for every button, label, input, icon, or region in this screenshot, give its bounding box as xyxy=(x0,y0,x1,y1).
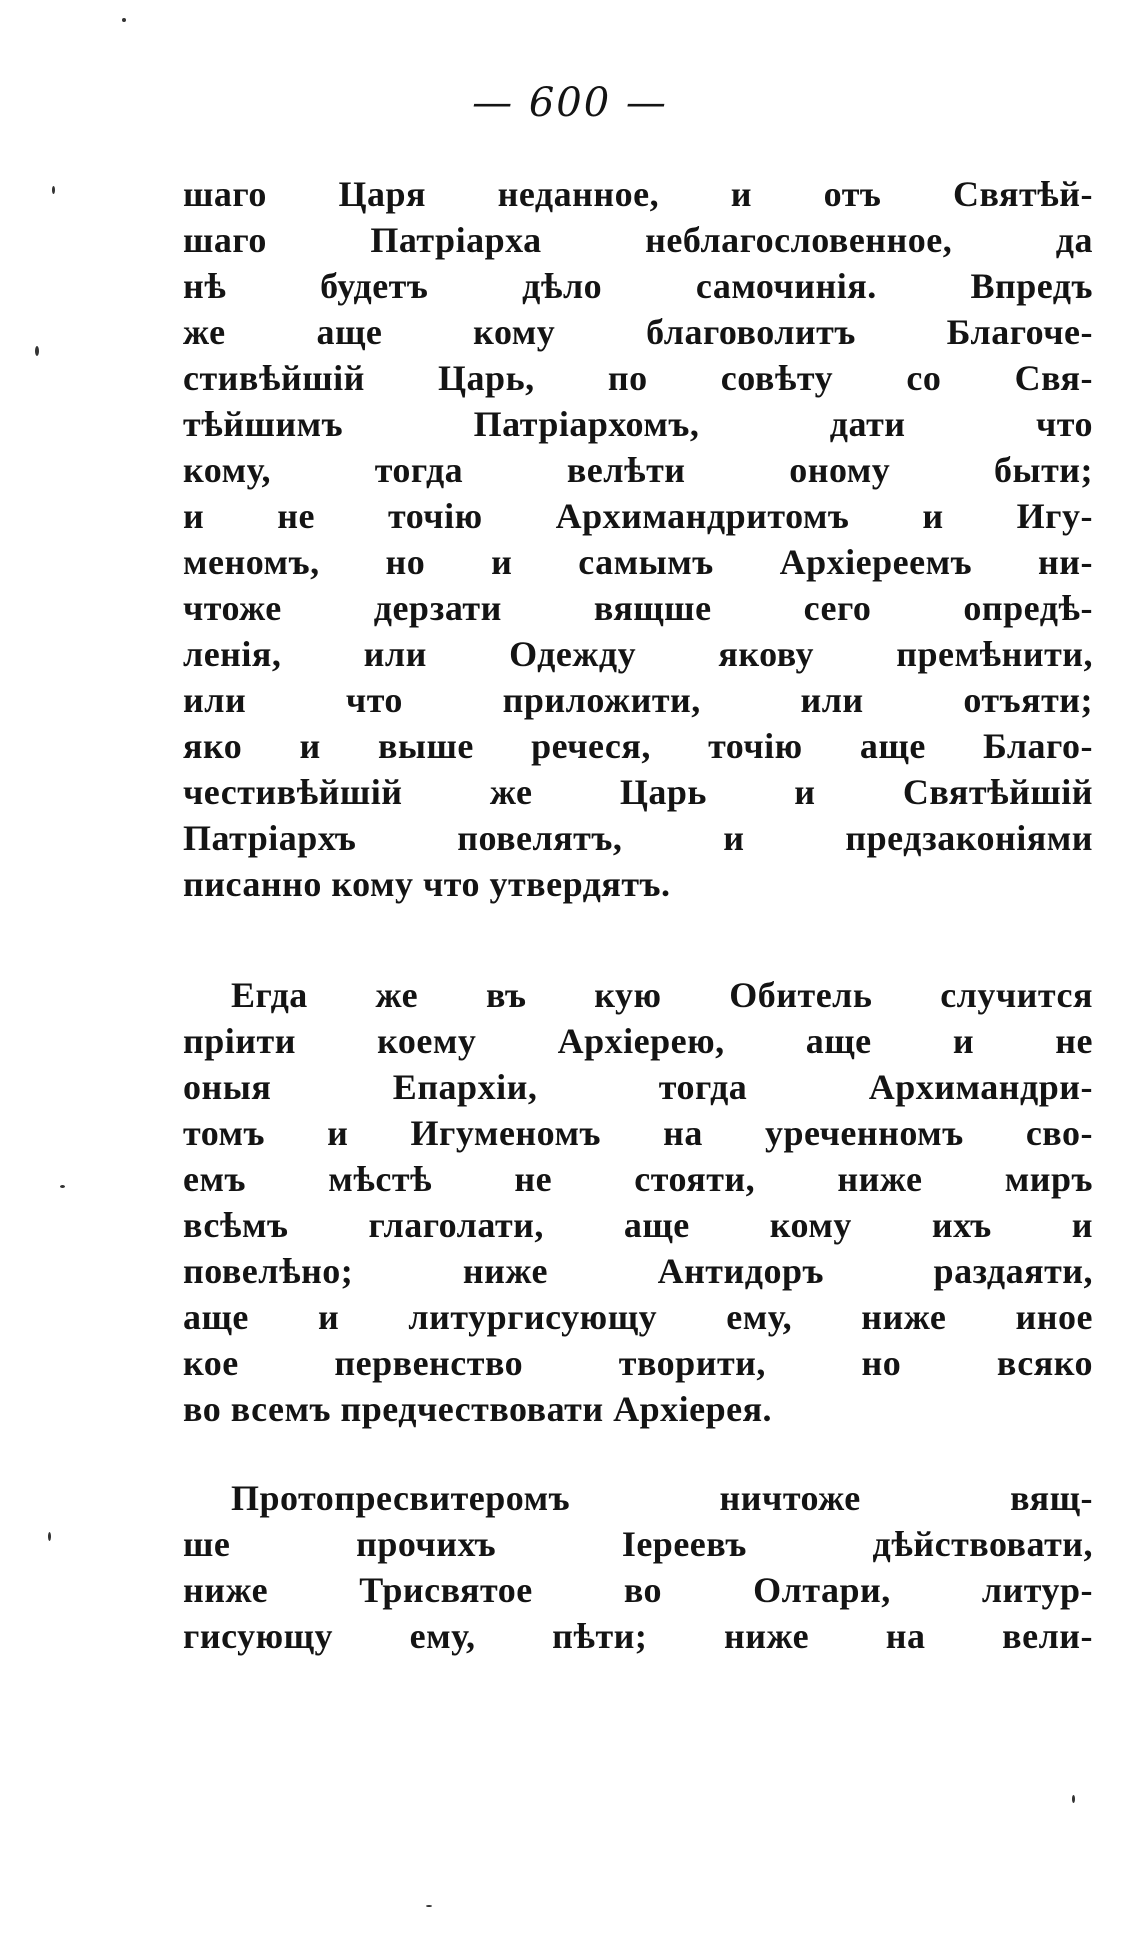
text-line: шаго Царя неданное, и отъ Святѣй- xyxy=(183,174,1093,214)
text-line: во всемъ предчествовати Архіерея. xyxy=(183,1389,773,1429)
text-line: кое первенство творити, но всяко xyxy=(183,1343,1093,1383)
text-line: емъ мѣстѣ не стояти, ниже миръ xyxy=(183,1159,1093,1199)
text-line: всѣмъ глаголати, аще кому ихъ и xyxy=(183,1205,1093,1245)
text-line: ниже Трисвятое во Олтари, литур- xyxy=(183,1570,1093,1610)
page-number: — 600 — xyxy=(472,80,668,126)
text-line: чтоже дерзати вящше сего опредѣ- xyxy=(183,588,1093,628)
text-line: гисующу ему, пѣти; ниже на вели- xyxy=(183,1616,1093,1656)
text-line: яко и выше речеся, точію аще Благо- xyxy=(183,726,1093,766)
text-line: ленія, или Одежду якову премѣнити, xyxy=(183,634,1093,674)
text-line: Егда же въ кую Обитель случится xyxy=(231,975,1093,1015)
text-line: оныя Епархіи, тогда Архимандри- xyxy=(183,1067,1093,1107)
text-line: тѣйшимъ Патріархомъ, дати что xyxy=(183,404,1093,444)
scan-speck xyxy=(52,186,55,194)
text-line: Протопресвитеромъ ничтоже вящ- xyxy=(231,1478,1093,1518)
scan-speck xyxy=(426,1905,432,1907)
text-line: томъ и Игуменомъ на уреченномъ сво- xyxy=(183,1113,1093,1153)
text-line: аще и литургисующу ему, ниже иное xyxy=(183,1297,1093,1337)
scan-speck xyxy=(122,18,126,22)
paragraph-2 xyxy=(183,972,1093,1432)
paragraph-3 xyxy=(183,1475,1093,1659)
text-line: шаго Патріарха неблагословенное, да xyxy=(183,220,1093,260)
text-line: нѣ будетъ дѣло самочинія. Впредъ xyxy=(183,266,1093,306)
text-line: Патріархъ повелятъ, и предзаконіями xyxy=(183,818,1093,858)
scan-speck xyxy=(60,1185,65,1188)
text-line: меномъ, но и самымъ Архіереемъ ни- xyxy=(183,542,1093,582)
text-line: честивѣйшій же Царь и Святѣйшій xyxy=(183,772,1093,812)
text-line: и не точію Архимандритомъ и Игу- xyxy=(183,496,1093,536)
text-line: ше прочихъ Іереевъ дѣйствовати, xyxy=(183,1524,1093,1564)
scan-speck xyxy=(1072,1795,1075,1803)
text-line: кому, тогда велѣти оному быти; xyxy=(183,450,1093,490)
text-line: повелѣно; ниже Антидоръ раздаяти, xyxy=(183,1251,1093,1291)
text-line: или что приложити, или отъяти; xyxy=(183,680,1093,720)
paragraph-1 xyxy=(183,171,1093,907)
text-line: пріити коему Архіерею, аще и не xyxy=(183,1021,1093,1061)
scan-speck xyxy=(35,346,39,356)
text-line: писанно кому что утвердятъ. xyxy=(183,864,671,904)
text-line: стивѣйшій Царь, по совѣту со Свя- xyxy=(183,358,1093,398)
text-line: же аще кому благоволитъ Благоче- xyxy=(183,312,1093,352)
scan-speck xyxy=(48,1532,51,1541)
